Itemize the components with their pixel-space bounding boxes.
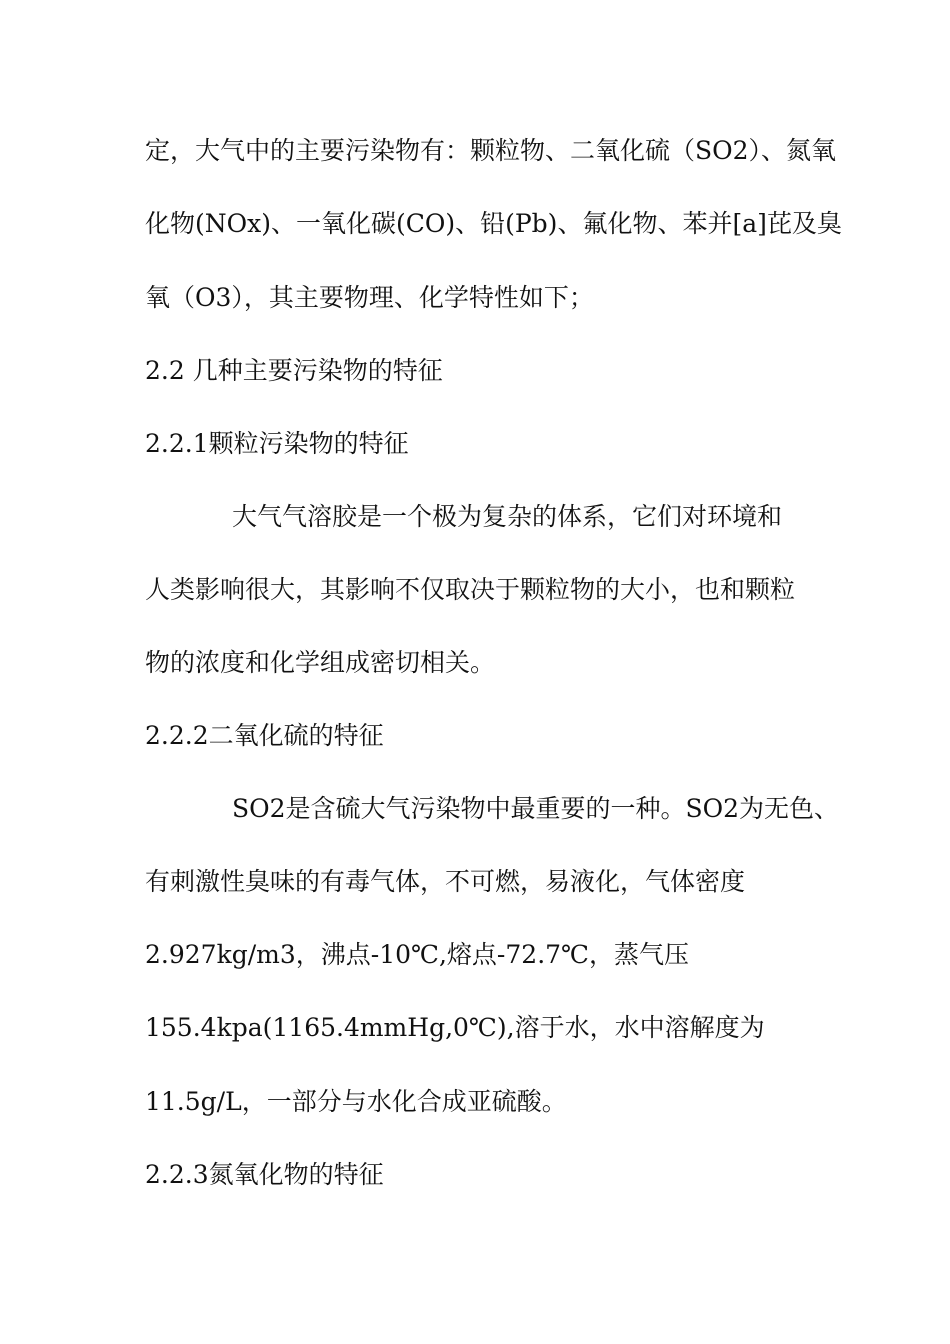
paragraph-line-11: 11.5g/L，一部分与水化合成亚硫酸。 [145, 1087, 567, 1116]
paragraph-line-7: SO2是含硫大气污染物中最重要的一种。SO2为无色、 [232, 794, 840, 823]
paragraph-line-5: 人类影响很大，其影响不仅取决于颗粒物的大小，也和颗粒 [145, 575, 796, 604]
section-heading-2-2: 2.2 几种主要污染物的特征 [145, 356, 443, 385]
subsection-heading-2-2-2: 2.2.2二氧化硫的特征 [145, 721, 384, 750]
paragraph-line-8: 有刺激性臭味的有毒气体，不可燃，易液化，气体密度 [145, 867, 746, 896]
paragraph-line-1: 定，大气中的主要污染物有：颗粒物、二氧化硫（SO2）、氮氧 [145, 136, 837, 165]
paragraph-line-3: 氧（O3），其主要物理、化学特性如下； [145, 283, 594, 312]
paragraph-line-4: 大气气溶胶是一个极为复杂的体系，它们对环境和 [232, 502, 783, 531]
subsection-heading-2-2-1: 2.2.1颗粒污染物的特征 [145, 429, 409, 458]
paragraph-line-6: 物的浓度和化学组成密切相关。 [145, 648, 496, 677]
subsection-heading-2-2-3: 2.2.3氮氧化物的特征 [145, 1160, 384, 1189]
paragraph-line-9: 2.927kg/m3，沸点-10℃,熔点-72.7℃，蒸气压 [145, 940, 690, 969]
paragraph-line-10: 155.4kpa(1165.4mmHg,0℃),溶于水，水中溶解度为 [145, 1013, 765, 1042]
paragraph-line-2: 化物(NOx)、一氧化碳(CO)、铅(Pb)、氟化物、苯并[a]芘及臭 [145, 209, 842, 238]
